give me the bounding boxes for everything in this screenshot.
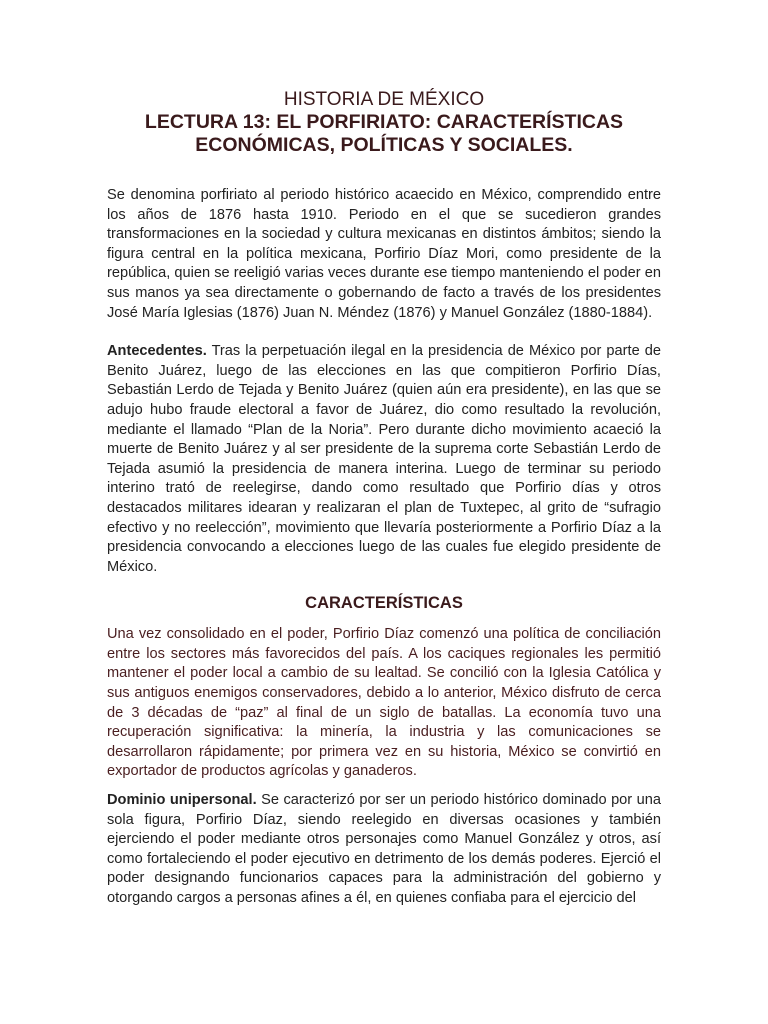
- lecture-title-line-1: LECTURA 13: EL PORFIRIATO: CARACTERÍSTICAS: [144, 111, 624, 133]
- antecedentes-text: Tras la perpetuación ilegal en la presidencia de México por parte de Benito Juárez, luego de las elecciones en las que compitieron Porfirio Días, Sebastián Lerdo de Tejada y Benito Juárez (quien aún era presidente), en las que se adujo hubo fraude electoral a favor de Juárez, dio como resultado la revolución, mediante el llamado “Plan de la Noria”. Pero durante dicho movimiento acaeció la muerte de Benito Juárez y al ser presidente de la suprema corte Sebastián Lerdo de Tejada asumió la presidencia de manera interina. Luego de terminar su periodo interino trató de reelegirse, dando como resultado que Porfirio días y otros destacados militares idearan y realizaran el plan de Tuxtepec, al grito de “sufragio efectivo y no reelección”, movimiento que llevaría posteriormente a Porfirio Díaz a la presidencia convocando a elecciones luego de las cuales fue elegido presidente de México.: [107, 343, 661, 575]
- section-heading-caracteristicas: CARACTERÍSTICAS: [305, 594, 463, 613]
- caracteristicas-paragraph: Una vez consolidado en el poder, Porfirio Díaz comenzó una política de conciliación entre los sectores más favorecidos del país. A los caciques regionales les permitió mantener el poder local a cambio de su lealtad. Se concilió con la Iglesia Católica y sus antiguos enemigos conservadores, debido a lo anterior, México disfruto de cerca de 3 décadas de “paz” al final de un siglo de batallas. La economía tuvo una recuperación significativa: la minería, la industria y las comunicaciones se desarrollaron rápidamente; por primera vez en su historia, México se convirtió en exportador de productos agrícolas y ganaderos.: [107, 626, 661, 780]
- dominio-label: Dominio unipersonal.: [107, 792, 257, 809]
- dominio-paragraph: [107, 791, 661, 909]
- intro-paragraph: Se denomina porfiriato al periodo histórico acaecido en México, comprendido entre los años de 1876 hasta 1910. Periodo en el que se sucedieron grandes transformaciones en la sociedad y cultura mexicanas en distintos ámbitos; siendo la figura central en la política mexicana, Porfirio Díaz Mori, como presidente de la república, quien se reeligió varias veces durante ese tiempo manteniendo el poder en sus manos ya sea directamente o gobernando de facto a través de los presidentes José María Iglesias (1876) Juan N. Méndez (1876) y Manuel González (1880-1884).: [107, 187, 661, 321]
- antecedentes-label: Antecedentes.: [107, 343, 207, 360]
- course-title: HISTORIA DE MÉXICO: [283, 89, 485, 110]
- antecedentes-paragraph: [107, 342, 661, 577]
- dominio-text: Se caracterizó por ser un periodo histórico dominado por una sola figura, Porfirio Díaz, siendo reelegido en diversas ocasiones y también ejerciendo el poder mediante otros personajes como Manuel González y otros, así como fortaleciendo el poder ejecutivo en detrimento de los demás poderes. Ejerció el poder designando funcionarios capaces para la administración del gobierno y otorgando cargos a personas afines a él, en quienes confiaba para el ejercicio del: [107, 792, 662, 906]
- lecture-title-line-2: ECONÓMICAS, POLÍTICAS Y SOCIALES.: [195, 134, 573, 156]
